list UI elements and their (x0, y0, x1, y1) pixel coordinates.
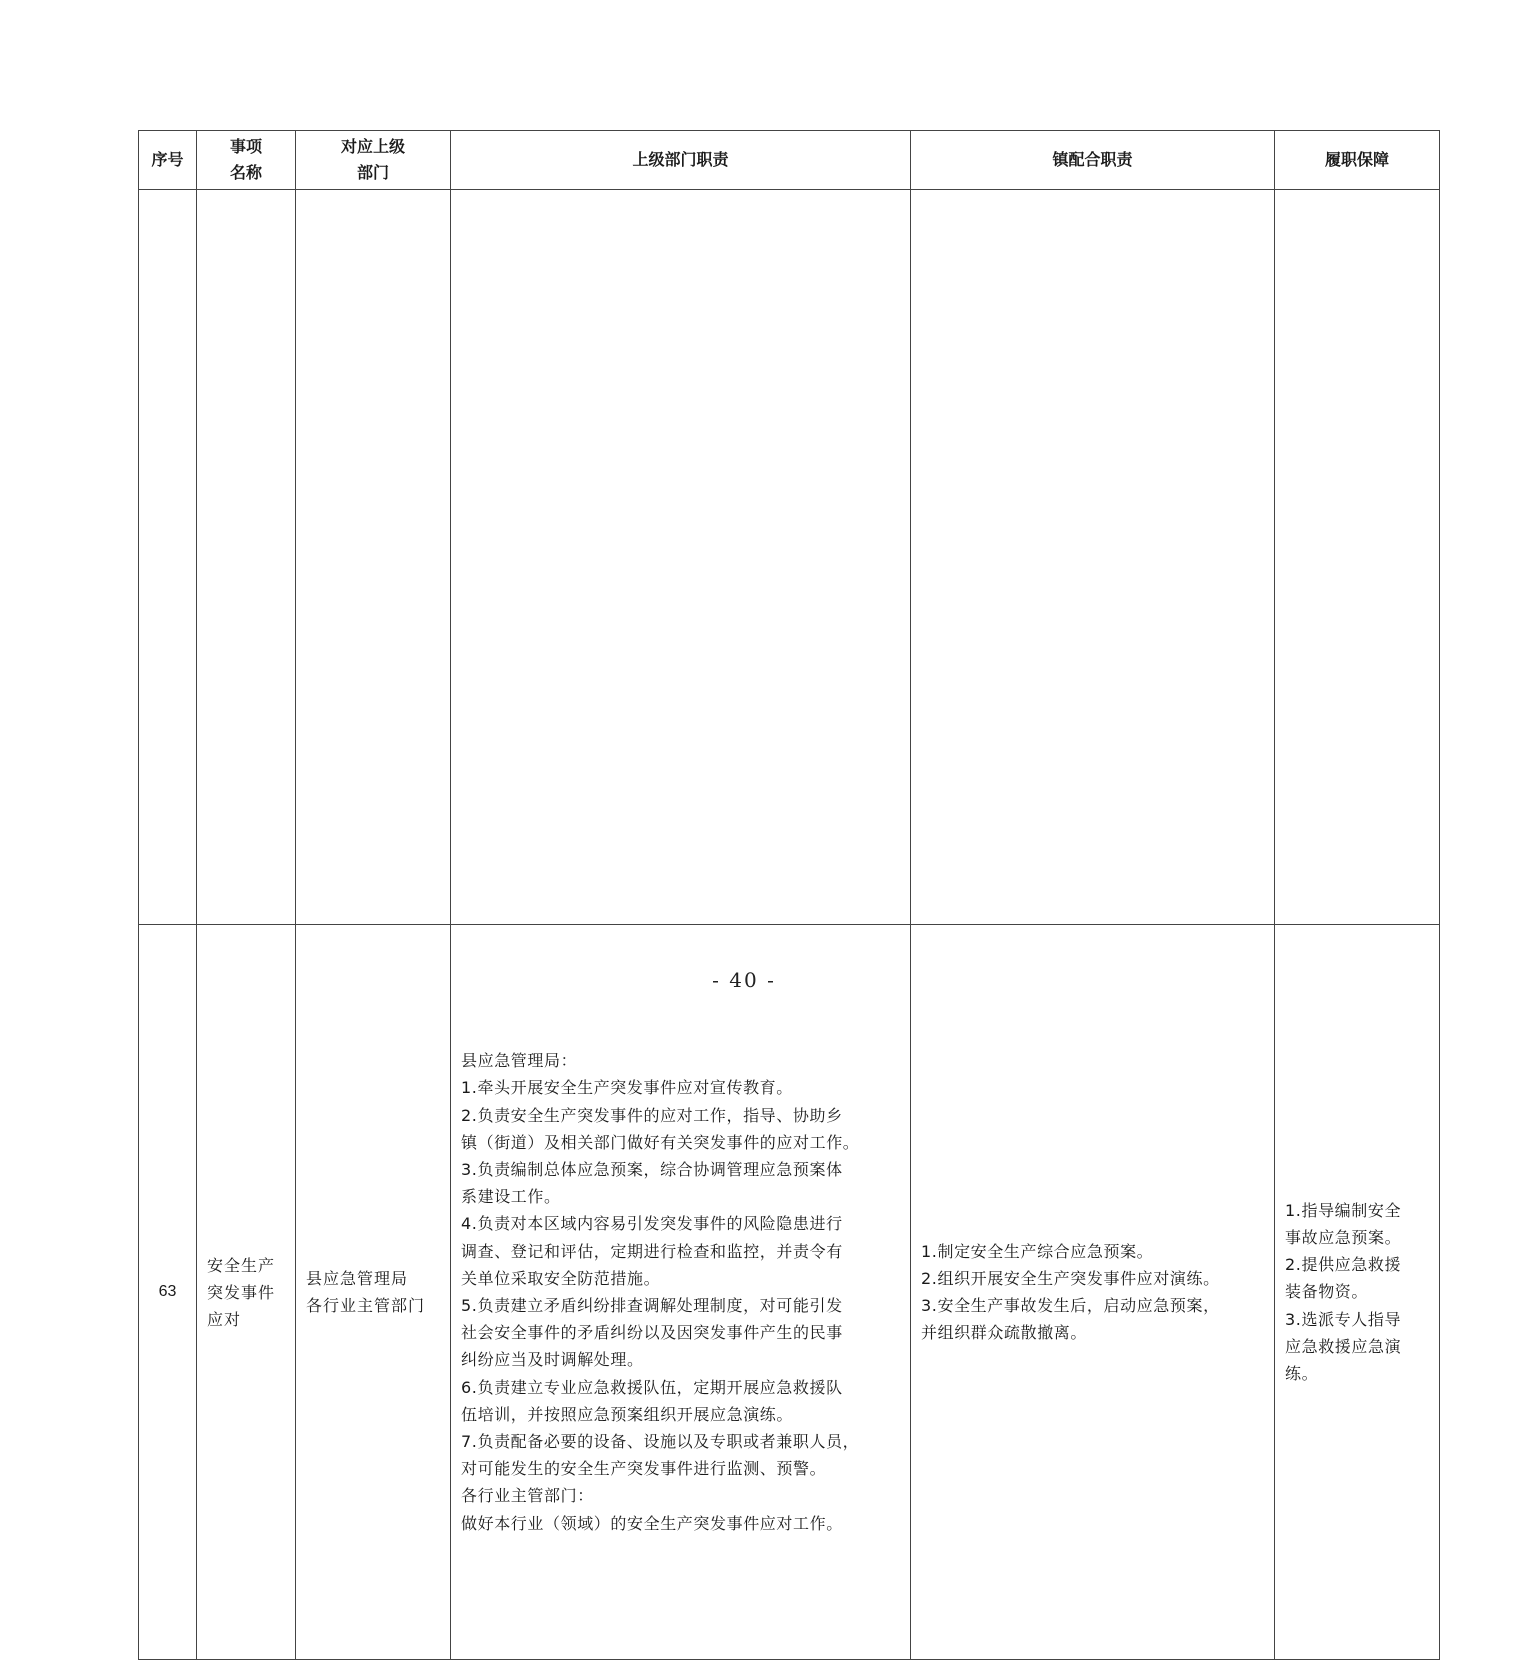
guarantee-line: 练。 (1285, 1364, 1319, 1383)
row-dept (296, 925, 451, 1660)
row-upper-duties (451, 925, 911, 1660)
responsibility-table (138, 130, 1440, 1660)
header-gap-row (139, 190, 1440, 925)
header-upper-duties: 上级部门职责 (451, 131, 911, 190)
row-guarantee (1275, 925, 1440, 1660)
upper-duty-line: 伍培训，并按照应急预案组织开展应急演练。 (461, 1404, 794, 1424)
row-seq: 63 (139, 925, 197, 1660)
header-seq: 序号 (139, 131, 197, 190)
item-name-line: 安全生产 (207, 1255, 276, 1275)
upper-duty-line: 1.牵头开展安全生产突发事件应对宣传教育。 (461, 1078, 793, 1098)
town-duty-line: 并组织群众疏散撤离。 (921, 1323, 1088, 1343)
upper-duty-line: 对可能发生的安全生产突发事件进行监测、预警。 (461, 1459, 827, 1479)
dept-line: 县应急管理局 (306, 1269, 409, 1288)
table-row (139, 925, 1440, 1660)
guarantee-line: 3.选派专人指导 (1285, 1309, 1402, 1329)
item-name-line: 应对 (207, 1309, 242, 1329)
dept-line: 各行业主管部门 (306, 1296, 426, 1315)
page-number: - 40 - (712, 968, 776, 992)
header-dept (296, 131, 451, 190)
header-dept-line-2: 部门 (356, 163, 389, 182)
guarantee-line: 装备物资。 (1285, 1282, 1369, 1302)
guarantee-line: 事故应急预案。 (1285, 1227, 1402, 1247)
upper-duty-line: 纠纷应当及时调解处理。 (461, 1350, 644, 1370)
upper-duty-line: 系建设工作。 (461, 1187, 561, 1207)
header-guarantee: 履职保障 (1275, 131, 1440, 190)
upper-duty-line: 2.负责安全生产突发事件的应对工作，指导、协助乡 (461, 1105, 843, 1125)
upper-duty-line: 4.负责对本区域内容易引发突发事件的风险隐患进行 (461, 1214, 843, 1234)
header-item-name-line-1: 事项 (229, 137, 262, 156)
header-item-name-line-2: 名称 (229, 163, 262, 182)
upper-duty-line: 做好本行业（领域）的安全生产突发事件应对工作。 (461, 1513, 843, 1533)
guarantee-line: 应急救援应急演 (1285, 1336, 1402, 1356)
guarantee-line: 2.提供应急救援 (1285, 1255, 1402, 1275)
table-header-row (139, 131, 1440, 190)
upper-duty-line: 社会安全事件的矛盾纠纷以及因突发事件产生的民事 (461, 1323, 843, 1343)
guarantee-line: 1.指导编制安全 (1285, 1200, 1402, 1220)
upper-duty-line: 7.负责配备必要的设备、设施以及专职或者兼职人员， (461, 1432, 860, 1452)
upper-duty-line: 镇（街道）及相关部门做好有关突发事件的应对工作。 (461, 1132, 860, 1152)
header-item-name (197, 131, 296, 190)
town-duty-line: 3.安全生产事故发生后，启动应急预案， (921, 1296, 1220, 1315)
upper-duty-line: 县应急管理局： (461, 1051, 578, 1071)
row-item-name (197, 925, 296, 1660)
upper-duty-line: 各行业主管部门： (461, 1486, 594, 1506)
upper-duty-line: 5.负责建立矛盾纠纷排查调解处理制度，对可能引发 (461, 1296, 843, 1315)
upper-duty-line: 调查、登记和评估，定期进行检查和监控，并责令有 (461, 1241, 843, 1261)
item-name-line: 突发事件 (207, 1282, 276, 1302)
upper-duty-line: 3.负责编制总体应急预案，综合协调管理应急预案体 (461, 1159, 843, 1179)
header-town-duties: 镇配合职责 (911, 131, 1275, 190)
header-dept-line-1: 对应上级 (340, 137, 405, 156)
town-duty-line: 2.组织开展安全生产突发事件应对演练。 (921, 1268, 1220, 1288)
row-town-duties (911, 925, 1275, 1660)
upper-duty-line: 关单位采取安全防范措施。 (461, 1268, 661, 1288)
upper-duty-line: 6.负责建立专业应急救援队伍，定期开展应急救援队 (461, 1377, 843, 1397)
town-duty-line: 1.制定安全生产综合应急预案。 (921, 1241, 1154, 1261)
